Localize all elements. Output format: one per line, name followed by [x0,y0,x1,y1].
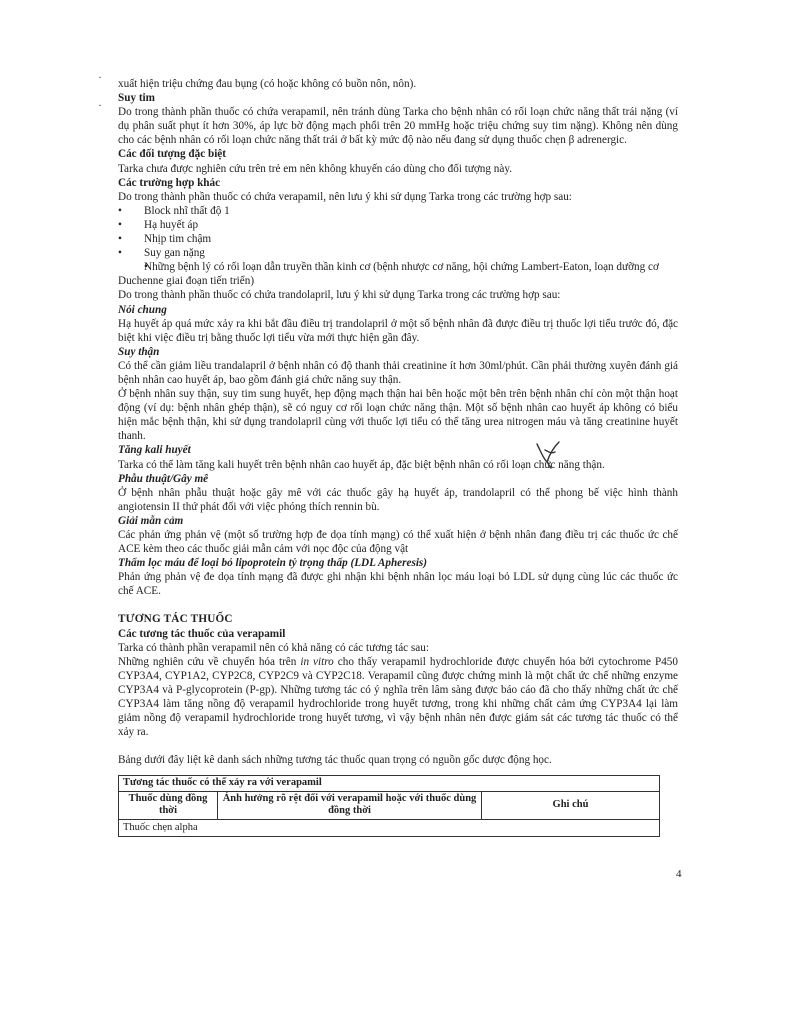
interaction-table [118,775,660,837]
heading-tham-loc-mau: Thẩm lọc máu để loại bỏ lipoprotein tỷ trọng thấp (LDL Apheresis) [118,557,428,570]
paragraph: Tarka có thành phần verapamil nên có khả năng có các tương tác sau: [118,641,429,654]
signature-mark [533,438,567,472]
spacer [118,598,678,612]
heading-noi-chung: Nói chung [118,303,167,316]
paragraph [118,655,678,740]
paragraph: Có thể cần giảm liều trandalapril ở bệnh nhân có độ thanh thải creatinine ít hơn 30ml/phút. Cần phải thường xuyên đánh giá bệnh nhân cao huyết áp, bao gồm đánh giá chức năng suy thận. [118,359,678,386]
text-run: Những nghiên cứu về chuyển hóa trên [118,655,301,668]
column-header: Ảnh hưởng rõ rệt đối với verapamil hoặc với thuốc dùng đồng thời [218,791,482,819]
paragraph: Bảng dưới đây liệt kê danh sách những tương tác thuốc quan trọng có nguồn gốc dược động học. [118,754,552,767]
paragraph: Tarka có thể làm tăng kali huyết trên bệnh nhân cao huyết áp, đặc biệt bệnh nhân có rối loạn chức năng thận. [118,458,605,471]
list-item: • Suy gan nặng [118,246,678,260]
page-number: 4 [676,868,682,880]
text-run-italic: in vitro [300,655,334,668]
list-item: • Hạ huyết áp [118,218,678,232]
column-header: Ghi chú [482,791,660,819]
paragraph: Do trong thành phần thuốc có chứa trandolapril, lưu ý khi sử dụng Tarka trong các trường hợp sau: [118,289,561,302]
list-item: • Block nhĩ thất độ 1 [118,204,678,218]
heading-giai-man-cam: Giải mẫn cảm [118,514,184,527]
text-run: cho thấy verapamil hydrochloride được chuyển hóa bởi cytochrome P450 CYP3A4, CYP1A2, CYP2C8, CYP2C9 và CYP2C18. Verapamil cũng được chứng minh là một chất ức chế những enzyme CYP3A4 và P-glycoprotein (P-gp). Những tương tác có ý nghĩa trên lâm sàng được báo cáo đã cho thấy những chất ức chế CYP3A4 làm tăng nồng độ verapamil hydrochloride trong huyết tương, trong khi những chất cảm ứng CYP3A4 lại làm giảm nồng độ verapamil hydrochloride trong huyết tương, vì vậy bệnh nhân nên được giám sát các tương tác thuốc có thể xảy ra. [118,655,678,739]
paragraph: Ở bệnh nhân phẫu thuật hoặc gây mê với các thuốc gây hạ huyết áp, trandolapril có thể phong bế việc hình thành angiotensin II thứ phát đối với việc phóng thích rennin bù. [118,486,678,513]
heading-phau-thuat-gay-me: Phẫu thuật/Gây mê [118,472,209,485]
list-item [118,260,678,288]
list-item-text: Những bệnh lý có rối loạn dẫn truyền thần kinh cơ (bệnh nhược cơ năng, hội chứng Lambert-Eaton, loạn dưỡng cơ Duchenne giai đoạn tiến triển) [118,261,659,288]
heading-truong-hop-khac: Các trường hợp khác [118,176,221,189]
paragraph: Phản ứng phản vệ đe dọa tính mạng đã được ghi nhận khi bệnh nhân lọc máu loại bỏ LDL sử dụng cùng lúc các thuốc ức chế ACE. [118,571,678,598]
heading-suy-than: Suy thận [118,345,160,358]
paragraph: xuất hiện triệu chứng đau bụng (có hoặc không có buồn nôn, nôn). [118,78,417,90]
paragraph: Hạ huyết áp quá mức xảy ra khi bắt đầu điều trị trandolapril ở một số bệnh nhân đã được điều trị thuốc lợi tiểu trước đó, đặc biệt khi việc điều trị bằng thuốc lợi tiểu vừa mới thực hiện gần đây. [118,317,678,344]
table-caption: Tương tác thuốc có thể xảy ra với verapamil [119,776,660,792]
paragraph: Do trong thành phần thuốc có chứa verapamil, nên lưu ý khi sử dụng Tarka trong các trường hợp sau: [118,190,572,203]
heading-doi-tuong-dac-biet: Các đối tượng đặc biệt [118,148,227,161]
page-body [118,77,678,837]
scan-mark: · [98,98,102,112]
table-header-row [119,791,660,819]
paragraph: Các phản ứng phản vệ (một số trường hợp đe dọa tính mạng) có thể xuất hiện ở bệnh nhân đang điều trị các thuốc ức chế ACE kèm theo các thuốc giải mẫn cảm với nọc độc của động vật [118,529,678,556]
heading-tang-kali-huyet: Tăng kali huyết [118,444,191,457]
scan-mark: · [98,70,102,84]
paragraph: Ở bệnh nhân suy thận, suy tim sung huyết, hẹp động mạch thận hai bên hoặc một bên trên bệnh nhân chỉ còn một thận hoạt động (ví dụ: bệnh nhân ghép thận), sẽ có nguy cơ rối loạn chức năng thận. Một số bệnh nhân cao huyết áp không có biểu hiện mắc bệnh thận, khi sử dụng trandolapril cùng với thuốc lợi tiểu có thể tăng urea nitrogen máu và tăng creatinine huyết thanh. [118,388,678,443]
paragraph: Tarka chưa được nghiên cứu trên trẻ em nên không khuyến cáo dùng cho đối tượng này. [118,162,513,175]
table-caption-row [119,776,660,792]
heading-suy-tim: Suy tim [118,92,155,105]
heading-tuong-tac-verapamil: Các tương tác thuốc của verapamil [118,627,286,640]
table-row [119,819,660,836]
table-cell: Thuốc chẹn alpha [119,819,660,836]
column-header: Thuốc dùng đồng thời [119,791,218,819]
list-item: • Nhịp tim chậm [118,232,678,246]
spacer [118,739,678,753]
section-title-tuong-tac-thuoc: TƯƠNG TÁC THUỐC [118,613,233,626]
paragraph: Do trong thành phần thuốc có chứa verapamil, nên tránh dùng Tarka cho bệnh nhân có rối loạn chức năng thất trái nặng (ví dụ phân suất phụt ít hơn 30%, áp lực bờ động mạch phổi trên 20 mmHg hoặc triệu chứng suy tim nặng). Không nên dùng cho các bệnh nhân có rối loạn chức năng thất trái ở bất kỳ mức độ nào nếu đang sử dụng thuốc chẹn β adrenergic. [118,106,678,147]
